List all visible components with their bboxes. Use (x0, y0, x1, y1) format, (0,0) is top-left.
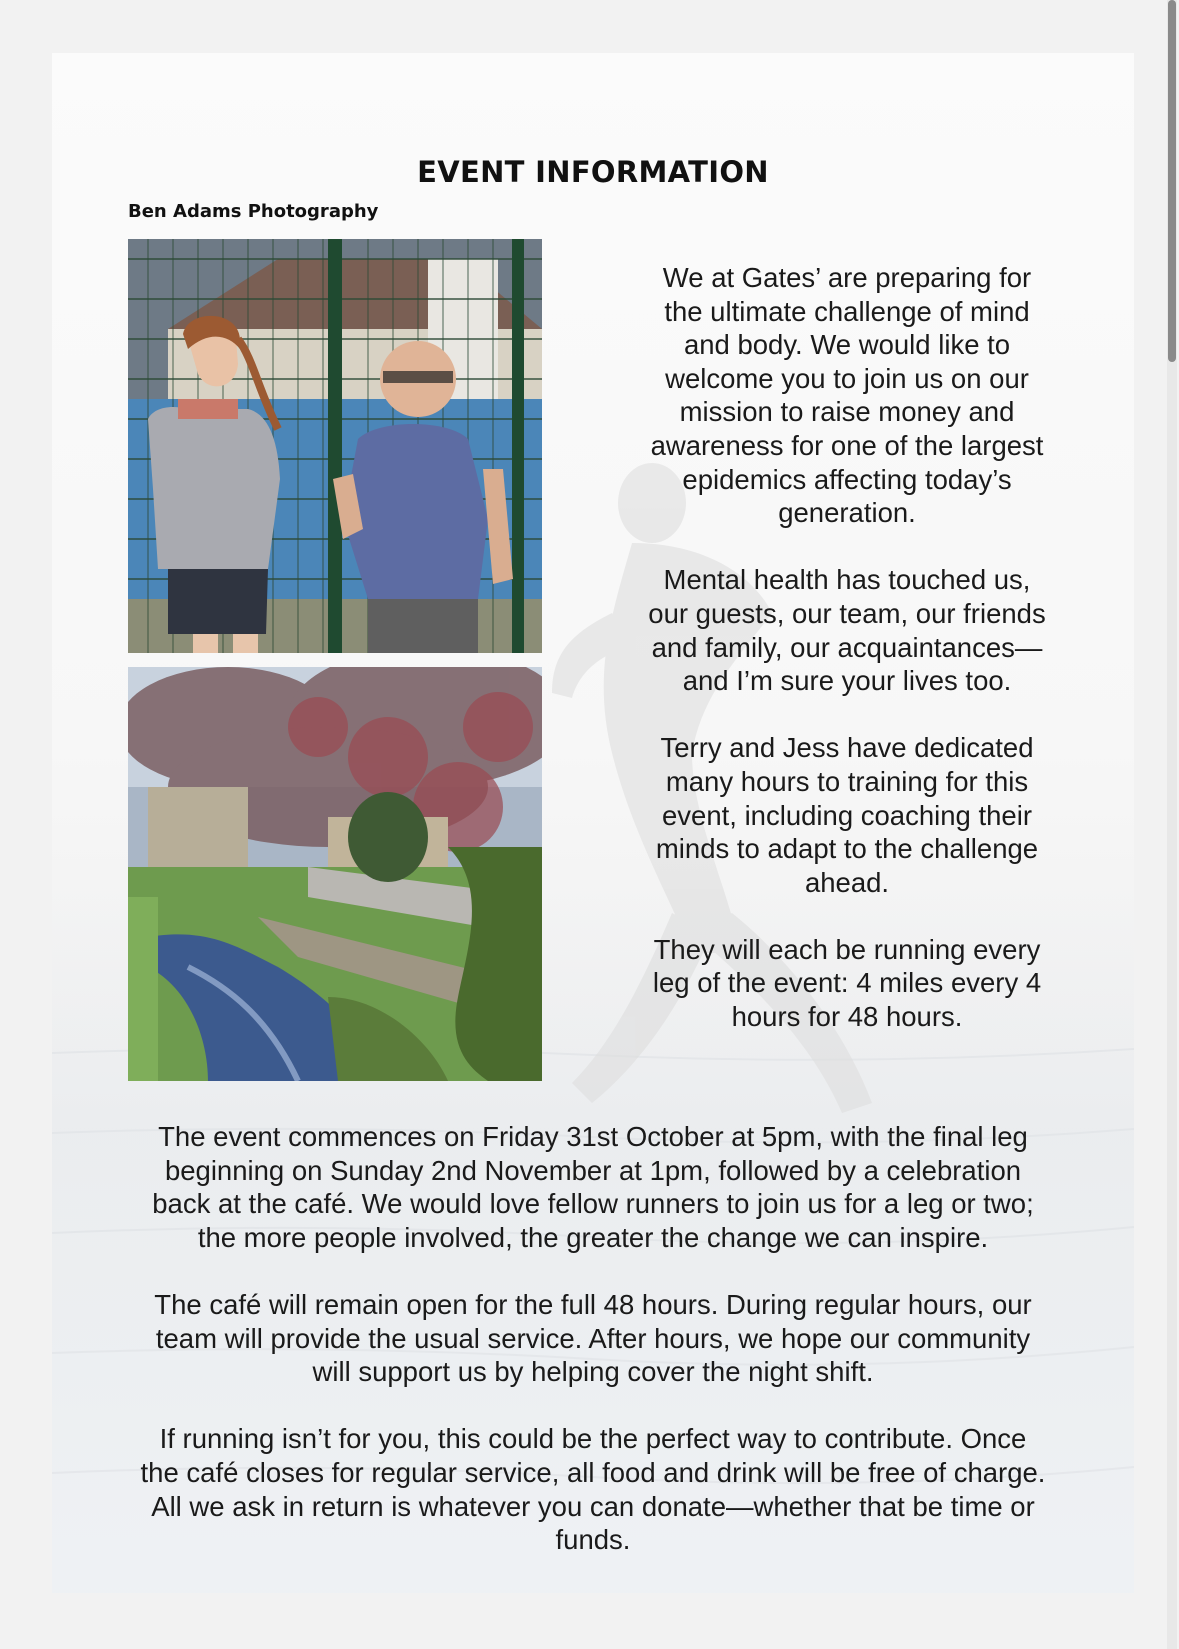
intro-paragraph: We at Gates’ are preparing for the ultimate challenge of mind and body. We would like to welcome you to join us on our mission to raise money and awareness for one of the largest epidemics affecting today’s generation. (650, 262, 1044, 529)
event-details-column (72, 1120, 1114, 1590)
mental-health-paragraph: Mental health has touched us, our guests, our team, our friends and family, our acquaintances— and I’m sure your lives too. (648, 564, 1046, 697)
running-schedule-paragraph: They will each be running every leg of the event: 4 miles every 4 hours for 48 hours. (652, 933, 1042, 1033)
contribute-paragraph: If running isn’t for you, this could be the perfect way to contribute. Once the café closes for regular service, all food and drink will be free of charge. All we ask in return is whatever you can donate—whether that be time or funds. (140, 1423, 1046, 1556)
page-title: EVENT INFORMATION (417, 155, 769, 189)
photo-credit: Ben Adams Photography (128, 201, 379, 222)
document-page (52, 53, 1134, 1593)
park-stream-photo (128, 667, 542, 1081)
scrollbar-thumb[interactable] (1168, 0, 1176, 362)
event-dates-paragraph: The event commences on Friday 31st October at 5pm, with the final leg beginning on Sunday 2nd November at 1pm, followed by a celebration back at the café. We would love fellow runners to join us for a leg or two; the more people involved, the greater the change we can inspire. (152, 1121, 1034, 1253)
cafe-hours-paragraph: The café will remain open for the full 48 hours. During regular hours, our team will provide the usual service. After hours, we hope our community will support us by helping cover the night shift. (154, 1288, 1032, 1388)
training-paragraph: Terry and Jess have dedicated many hours to training for this event, including coaching their minds to adapt to the challenge ahead. (655, 732, 1039, 898)
two-runners-photo (128, 239, 542, 653)
intro-text-column (612, 261, 1082, 1067)
